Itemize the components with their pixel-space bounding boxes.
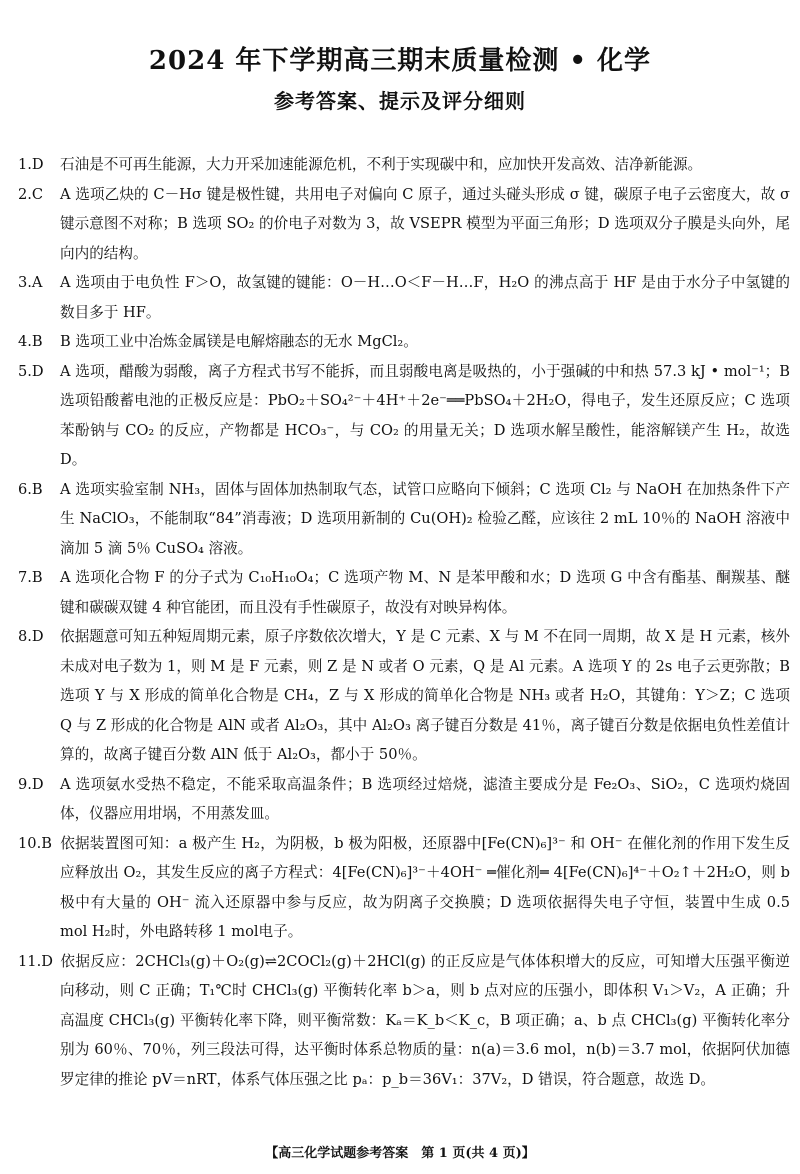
page-footer: 【高三化学试题参考答案 第 1 页(共 4 页)】 [265,1146,535,1161]
answer-item [18,829,790,947]
answer-list [18,150,790,1094]
answer-item [18,327,790,357]
answer-explanation: A 选项化合物 F 的分子式为 C₁₀H₁₀O₄；C 选项产物 M、N 是苯甲酸和水；D 选项 G 中含有酯基、酮羰基、醚键和碳碳双键 4 种官能团，而且没有手性碳原子，故没有对映异构体。 [60,569,790,616]
answer-number: 8.D [18,628,44,645]
answer-explanation: A 选项实验室制 NH₃，固体与固体加热制取气态，试管口应略向下倾斜；C 选项 Cl₂ 与 NaOH 在加热条件下产生 NaClO₃，不能制取“84”消毒液；D 选项用新制的 Cu(OH)₂ 检验乙醛，应该往 2 mL 10％的 NaOH 溶液中滴加 5 滴 5％ CuSO₄ 溶液。 [60,480,790,557]
answer-number: 2.C [18,185,44,203]
answer-explanation: A 选项氨水受热不稳定，不能采取高温条件；B 选项经过焙烧，滤渣主要成分是 Fe₂O₃、SiO₂，C 选项灼烧固体，仪器应用坩埚，不用蒸发皿。 [60,775,790,822]
answer-number: 9.D [18,775,44,793]
answer-item [18,770,790,829]
answer-item [18,150,790,180]
answer-explanation: 依据题意可知五种短周期元素，原子序数依次增大，Y 是 C 元素、X 与 M 不在同一周期，故 X 是 H 元素，核外未成对电子数为 1，则 M 是 F 元素，则 Z 是 N 或者 O 元素，Q 是 Al 元素。A 选项 Y 的 2s 电子云更弥散；B 选项 Y 与 X 形成的简单化合物是 CH₄，Z 与 X 形成的简单化合物是 NH₃ 或者 H₂O，其键角：Y＞Z；C 选项 Q 与 Z 形成的化合物是 AlN 或者 Al₂O₃，其中 Al₂O₃ 离子键百分数是 41％，离子键百分数是依据电负性差值计算的，故离子键百分数 AlN 低于 Al₂O₃，都小于 50％。 [60,628,790,763]
answer-item [18,180,790,269]
answer-number: 3.A [18,274,43,291]
answer-item [18,622,790,770]
answer-number: 6.B [18,480,43,498]
answer-number: 5.D [18,362,44,380]
answer-explanation: A 选项，醋酸为弱酸，离子方程式书写不能拆，而且弱酸电离是吸热的，小于强碱的中和热 57.3 kJ • mol⁻¹；B 选项铅酸蓄电池的正极反应是：PbO₂＋SO₄²⁻＋4H⁺＋2e⁻══PbSO₄＋2H₂O，得电子，发生还原反应；C 选项苯酚钠与 CO₂ 的反应，产物都是 HCO₃⁻，与 CO₂ 的用量无关；D 选项水解呈酸性，能溶解镁产生 H₂，故选 D。 [60,362,790,468]
answer-explanation: 石油是不可再生能源，大力开采加速能源危机，不利于实现碳中和，应加快开发高效、洁净新能源。 [60,156,703,173]
answer-item [18,947,790,1095]
page-subtitle: 参考答案、提示及评分细则 [274,89,526,113]
answer-explanation: A 选项乙炔的 C－Hσ 键是极性键，共用电子对偏向 C 原子，通过头碰头形成 σ 键，碳原子电子云密度大，故 σ 键示意图不对称；B 选项 SO₂ 的价电子对数为 3，故 VSEPR 模型为平面三角形；D 选项双分子膜是头向外，尾向内的结构。 [60,185,790,262]
answer-number: 7.B [18,569,43,586]
answer-number: 10.B [18,834,52,852]
answer-number: 11.D [18,952,53,970]
page-title: 2024 年下学期高三期末质量检测 • 化学 [148,46,652,76]
answer-explanation: 依据装置图可知：a 极产生 H₂，为阴极，b 极为阳极，还原器中[Fe(CN)₆]³⁻ 和 OH⁻ 在催化剂的作用下发生反应释放出 O₂，其发生反应的离子方程式：4[Fe(CN)₆]³⁻＋4OH⁻ ═催化剂═ 4[Fe(CN)₆]⁴⁻＋O₂↑＋2H₂O，则 b 极中有大量的 OH⁻ 流入还原器中参与反应，故为阴离子交换膜；D 选项依据得失电子守恒，装置中生成 0.5 mol H₂时，外电路转移 1 mol电子。 [60,834,790,940]
answer-item [18,357,790,475]
answer-number: 1.D [18,156,44,173]
answer-explanation: 依据反应：2CHCl₃(g)＋O₂(g)⇌2COCl₂(g)＋2HCl(g) 的正反应是气体体积增大的反应，可知增大压强平衡逆向移动，则 C 正确；T₁℃时 CHCl₃(g) 平衡转化率 b＞a，则 b 点对应的压强小，即体积 V₁＞V₂，A 正确；升高温度 CHCl₃(g) 平衡转化率下降，则平衡常数：Kₐ＝K_b＜K_c，B 项正确；a、b 点 CHCl₃(g) 平衡转化率分别为 60％、70％，列三段法可得，达平衡时体系总物质的量：n(a)＝3.6 mol，n(b)＝3.7 mol，依据阿伏加德罗定律的推论 pV＝nRT，体系气体压强之比 pₐ：p_b＝36V₁：37V₂，D 错误，符合题意，故选 D。 [60,952,790,1088]
answer-explanation: A 选项由于电负性 F＞O，故氢键的键能：O－H…O＜F－H…F，H₂O 的沸点高于 HF 是由于水分子中氢键的数目多于 HF。 [60,274,790,321]
answer-item [18,563,790,622]
answer-explanation: B 选项工业中冶炼金属镁是电解熔融态的无水 MgCl₂。 [60,333,418,350]
answer-item [18,268,790,327]
answer-item [18,475,790,564]
answer-number: 4.B [18,333,43,350]
